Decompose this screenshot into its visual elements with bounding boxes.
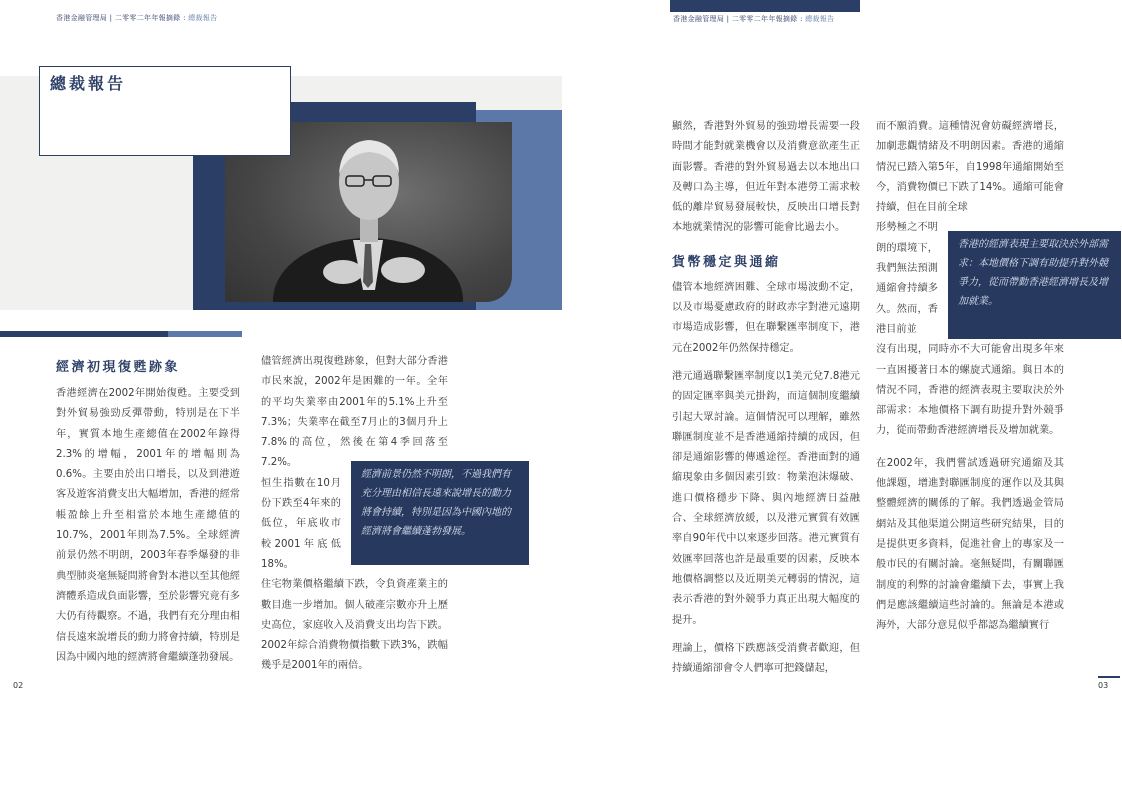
section-heading-economy: 經濟初現復甦跡象 <box>56 360 181 375</box>
divider-steel <box>168 331 242 337</box>
running-header-right: 香港金融管理局 | 二零零二年年報摘錄 : 總裁報告 <box>673 15 835 23</box>
header-year: 二零零二年年報摘錄 <box>731 15 798 23</box>
header-year: 二零零二年年報摘錄 <box>114 14 181 22</box>
section-heading-currency: 貨幣穩定與通縮 <box>672 254 781 270</box>
pull-quote-left <box>351 461 529 565</box>
paragraph: 而不願消費。這種情況會妨礙經濟增長，加劇悲觀情緒及不明朗因素。香港的通縮情況已踏入第5年，自1998年通縮開始至今，消費物價已下跌了14%。通縮可能會持續，但在目前全球 <box>876 121 1064 214</box>
paragraph: 香港經濟在2002年開始復甦。主要受到對外貿易強勁反彈帶動，特別是在下半年，實質本地生產總值在2002年錄得2.3%的增幅，2001年的增幅則為0.6%。主要由於出口增長，以及到港遊客及遊客消費支出大幅增加，香港的經常帳盈餘上升至相當於本地生產總值的10.7%，2001年則為7.5%。全球經濟前景仍然不明朗，2003年春季爆發的非典型肺炎毫無疑問將會對本港以至其他經濟體系造成負面影響，至於影響究竟有多大仍有待觀察。不過，我們有充分理由相信長遠來說增長的動力將會持續，特別是因為中國內地的經濟將會繼續蓬勃發展。 <box>56 388 240 663</box>
page-number-left: 02 <box>13 681 24 690</box>
page-number-right: 03 <box>1098 681 1109 690</box>
pull-quote-text: 香港的經濟表現主要取決於外部需求：本地價格下調有助提升對外競爭力，從而帶動香港經濟增長及增加就業。 <box>958 239 1108 307</box>
top-accent-bar <box>670 0 860 12</box>
paragraph-narrow: 形勢極之不明朗的環境下，我們無法預測通縮會持續多久。然而，香港目前並 <box>876 222 938 335</box>
paragraph: 住宅物業價格繼續下跌，令負資產業主的數目進一步增加。個人破產宗數亦升上歷史高位，家庭收入及消費支出均告下跌。2002年綜合消費物價指數下跌3%，跌幅幾乎是2001年的兩倍。 <box>261 579 448 672</box>
paragraph: 沒有出現，同時亦不大可能會出現多年來一直困擾著日本的螺旋式通縮。與日本的情況不同，香港的經濟表現主要取決於外部需求：本地價格下調有助提升對外競爭力，從而帶動香港經濟增長及增加就業。 <box>876 344 1064 437</box>
page-title: 總裁報告 <box>50 74 127 93</box>
right-column-1 <box>672 117 860 679</box>
pull-quote-text: 經濟前景仍然不明朗，不過我們有充分理由相信長遠來說增長的動力將會持續，特別是因為中國內地的經濟將會繼續蓬勃發展。 <box>361 469 511 537</box>
paragraph: 港元通過聯繫匯率制度以1美元兌7.8港元的固定匯率與美元掛鈎，而這個制度繼續引起大眾討論。這個情況可以理解，雖然聯匯制度並不是香港通縮持續的成因，但卻是通縮影響的傳遞途徑。香港面對的通縮現象由多個因素引致：物業泡沫爆破、進口價格穩步下降、與內地經濟日益融合、全球經濟放緩，以及港元實質有效匯率自90年代中以來逐步回落。港元實質有效匯率回落也許是最重要的因素，反映本地價格調整以及近期美元轉弱的情況，這表示香港的對外競爭力真正出現大幅度的提升。 <box>672 370 860 626</box>
running-header-left: 香港金融管理局 | 二零零二年年報摘錄 : 總裁報告 <box>56 14 218 22</box>
paragraph: 顯然，香港對外貿易的強勁增長需要一段時間才能對就業機會以及消費意欲產生正面影響。香港的對外貿易過去以本地出口及轉口為主導，但近年對本港勞工需求較低的離岸貿易發展較快，反映出口增長對本地就業情況的影響可能會比過去小。 <box>672 121 860 234</box>
divider-navy <box>0 331 168 337</box>
header-section: 總裁報告 <box>188 14 218 22</box>
paragraph: 在2002年，我們嘗試透過研究通縮及其他課題，增進對聯匯制度的運作以及其與整體經濟的關係的了解。我們透過金管局網站及其他渠道公開這些研究結果，目的是提供更多資料，促進社會上的專家及一般市民的有關討論。毫無疑問，有關聯匯制度的利弊的討論會繼續下去，事實上我們是應該繼續這些討論的。無論是本港或海外，大部分意見似乎都認為繼續實行 <box>876 457 1064 632</box>
pull-quote-right <box>948 231 1121 339</box>
paragraph: 儘管經濟出現復甦跡象，但對大部分香港市民來說，2002年是困難的一年。全年的平均失業率由2001年的5.1%上升至7.3%；失業率在截至7月止的3個月升上7.8%的高位，然後在第4季回落至7.2%。 <box>261 356 448 469</box>
title-box <box>39 66 291 156</box>
header-section: 總裁報告 <box>805 15 835 23</box>
paragraph: 理論上，價格下跌應該受消費者歡迎，但持續通縮卻會令人們寧可把錢儲起， <box>672 642 860 675</box>
paragraph: 儘管本地經濟困難、全球市場波動不定，以及市場憂慮政府的財政赤字對港元遠期市場造成影響，但在聯繫匯率制度下，港元在2002年仍然保持穩定。 <box>672 281 860 354</box>
right-column-2 <box>876 117 1064 636</box>
page-number-rule <box>1098 676 1120 678</box>
header-org: 香港金融管理局 <box>673 15 725 23</box>
header-org: 香港金融管理局 <box>56 14 108 22</box>
left-column-1 <box>56 384 240 668</box>
paragraph-narrow: 恒生指數在10月份下跌至4年來的低位，年底收市較2001年底低18%。 <box>261 477 341 570</box>
